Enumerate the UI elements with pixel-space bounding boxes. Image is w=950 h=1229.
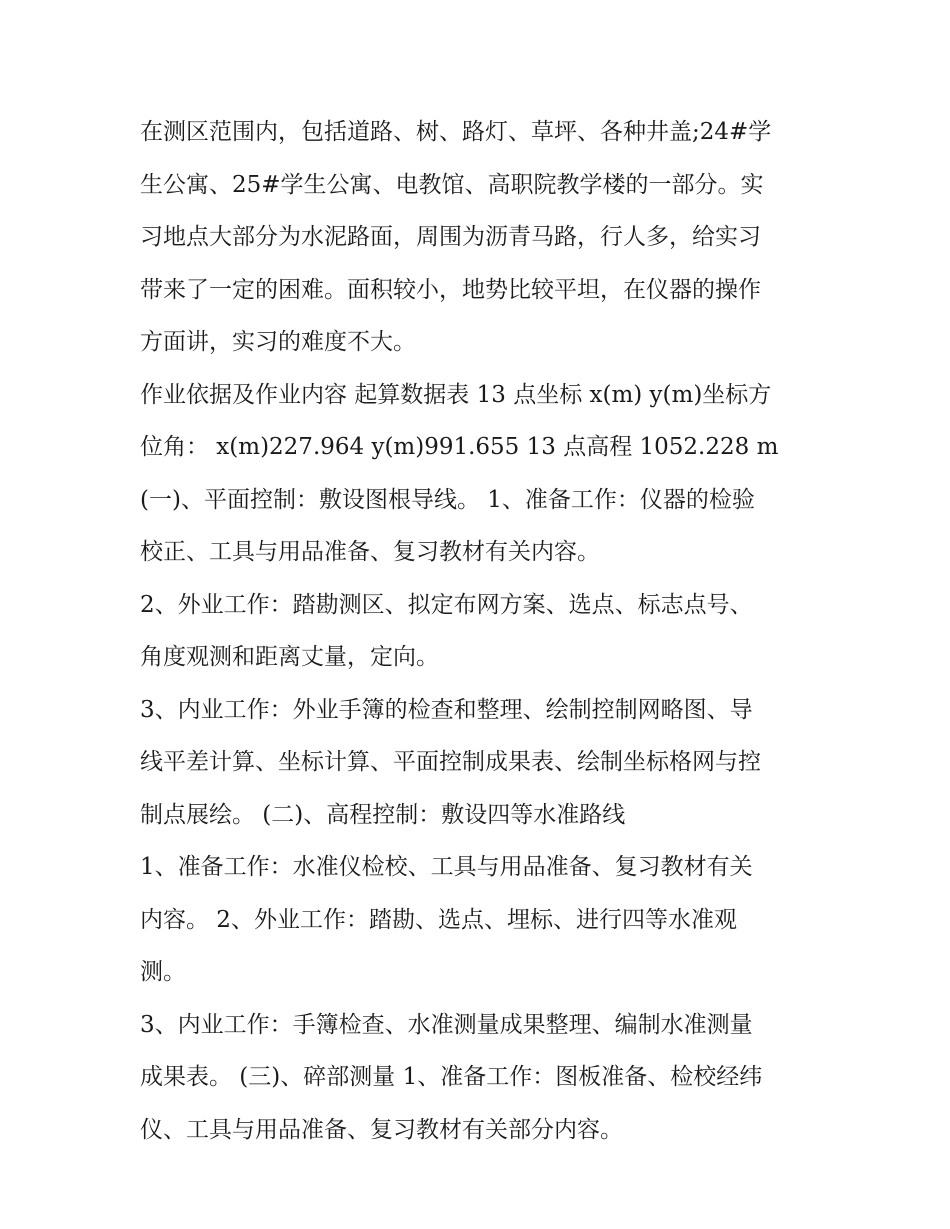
text-line: 1、准备工作：水准仪检校、工具与用品准备、复习教材有关 [140, 854, 753, 880]
text-line: (一)、平面控制：敷设图根导线。 1、准备工作：仪器的检验 [140, 486, 755, 513]
text-line: 线平差计算、坐标计算、平面控制成果表、绘制坐标格网与控 [140, 749, 761, 775]
text-line: 3、内业工作：外业手簿的检查和整理、绘制控制网略图、导 [140, 696, 753, 723]
text-line: 2、外业工作：踏勘测区、拟定布网方案、选点、标志点号、 [140, 591, 753, 618]
document-body [140, 106, 820, 1156]
text-line: 生公寓、25#学生公寓、电教馆、高职院教学楼的一部分。实 [140, 171, 764, 198]
text-line: 仪、工具与用品准备、复习教材有关部分内容。 [140, 1116, 623, 1143]
text-line: 制点展绘。 (二)、高程控制：敷设四等水准路线 [140, 801, 626, 828]
text-line: 在测区范围内，包括道路、树、路灯、草坪、各种井盖;24#学 [140, 119, 772, 145]
text-line: 校正、工具与用品准备、复习教材有关内容。 [140, 539, 600, 565]
text-line: 内容。 2、外业工作：踏勘、选点、埋标、进行四等水准观 [140, 906, 737, 933]
text-line: 成果表。 (三)、碎部测量 1、准备工作：图板准备、检校经纬 [140, 1064, 763, 1090]
text-line: 测。 [140, 959, 186, 985]
text-line: 位角： x(m)227.964 y(m)991.655 13 点高程 1052.228 m [140, 434, 779, 460]
text-line: 方面讲，实习的难度不大。 [140, 329, 416, 355]
text-line: 习地点大部分为水泥路面，周围为沥青马路，行人多，给实习 [140, 224, 761, 250]
text-line: 3、内业工作：手簿检查、水准测量成果整理、编制水准测量 [140, 1011, 753, 1038]
text-line: 作业依据及作业内容 起算数据表 13 点坐标 x(m) y(m)坐标方 [140, 381, 772, 408]
text-line: 带来了一定的困难。面积较小，地势比较平坦，在仪器的操作 [140, 276, 761, 303]
text-line: 角度观测和距离丈量，定向。 [140, 644, 439, 670]
